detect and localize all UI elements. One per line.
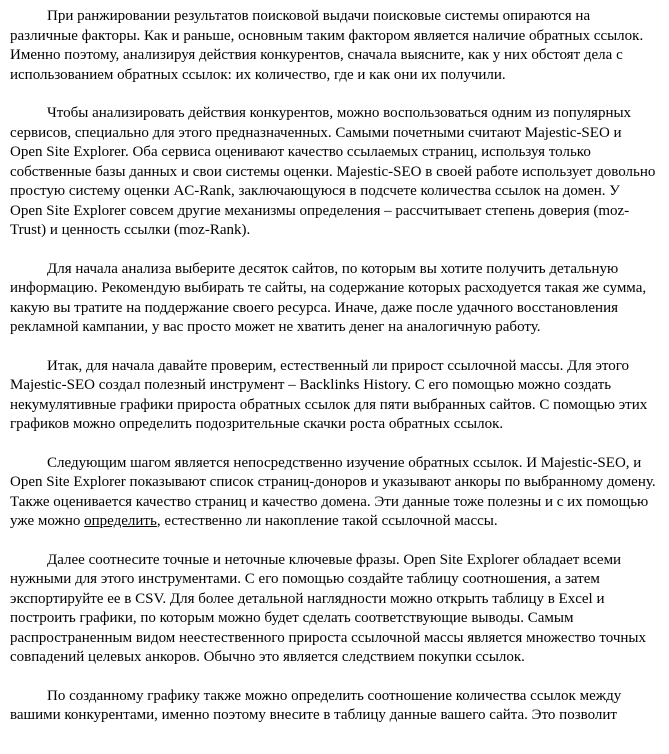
paragraph-5	[10, 454, 656, 532]
paragraph-text: Далее соотнесите точные и неточные ключевые фразы. Open Site Explorer обладает всеми нужными для этого инструментами. С его помощью создайте таблицу соотношения, а затем экспортируйте ее в CSV. Для более детальной наглядности можно открыть таблицу в Excel и построить графики, по которым можно будет сделать соответствующие выводы. Самым распространенным видом неестественного прироста ссылочной массы является множество точных совпадений целевых анкоров. Обычно это является следствием покупки ссылок.	[10, 551, 646, 665]
paragraph-text: , естественно ли накопление такой ссылочной массы.	[156, 513, 498, 529]
paragraph-text: По созданному графику также можно определить соотношение количества ссылок между вашими конкурентами, именно поэтому внесите в таблицу данные вашего сайта. Это позволит	[10, 687, 622, 723]
paragraph-text: Чтобы анализировать действия конкурентов, можно воспользоваться одним из популярных сервисов, специально для этого предназначенных. Самыми почетными считают Majestic-SEO и Open Site Explorer. Оба сервиса оценивают качество ссылаемых страниц, используя только собственные базы данных и свои системы оценки. Majestic-SEO в своей работе использует довольно простую систему оценки AC-Rank, заключающуюся в подсчете количества ссылок на домен. У Open Site Explorer совсем другие механизмы определения – рассчитывает степень доверия (moz-Trust) и ценность ссылки (moz-Rank).	[10, 105, 656, 238]
paragraph-2	[10, 104, 656, 241]
paragraph-4	[10, 357, 656, 435]
paragraph-text: Для начала анализа выберите десяток сайтов, по которым вы хотите получить детальную информацию. Рекомендую выбирать те сайты, на содержание которых расходуется такая же сумма, какую вы тратите на поддержание своего ресурса. Иначе, даже после удачного восстановления рекламной кампании, у вас просто может не хватить денег на аналогичную работу.	[10, 260, 647, 335]
paragraph-text: Итак, для начала давайте проверим, естественный ли прирост ссылочной массы. Для этого Majestic-SEO создал полезный инструмент – Backlinks History. С его помощью можно создать некумулятивные графики прироста обратных ссылок для пяти выбранных сайтов. С помощью этих графиков можно определить подозрительные скачки роста обратных ссылок.	[10, 357, 648, 432]
paragraph-text: Следующим шагом является непосредственно изучение обратных ссылок. И Majestic-SEO, и Open Site Explorer показывают список страниц-доноров и указывают анкоры по выбранному домену. Также оценивается качество страниц и качество домена. Эти данные тоже полезны и с их помощью уже можно	[10, 454, 656, 529]
paragraph-7	[10, 687, 656, 726]
paragraph-text: При ранжировании результатов поисковой выдачи поисковые системы опираются на различные факторы. Как и раньше, основным таким фактором является наличие обратных ссылок. Именно поэтому, анализируя действия конкурентов, сначала выясните, как у них обстоят дела с использованием обратных ссылок: их количество, где и как они их получили.	[10, 8, 644, 83]
paragraph-6	[10, 551, 656, 668]
paragraph-3	[10, 260, 656, 338]
paragraph-1	[10, 7, 656, 85]
underlined-text: определить	[84, 513, 157, 529]
